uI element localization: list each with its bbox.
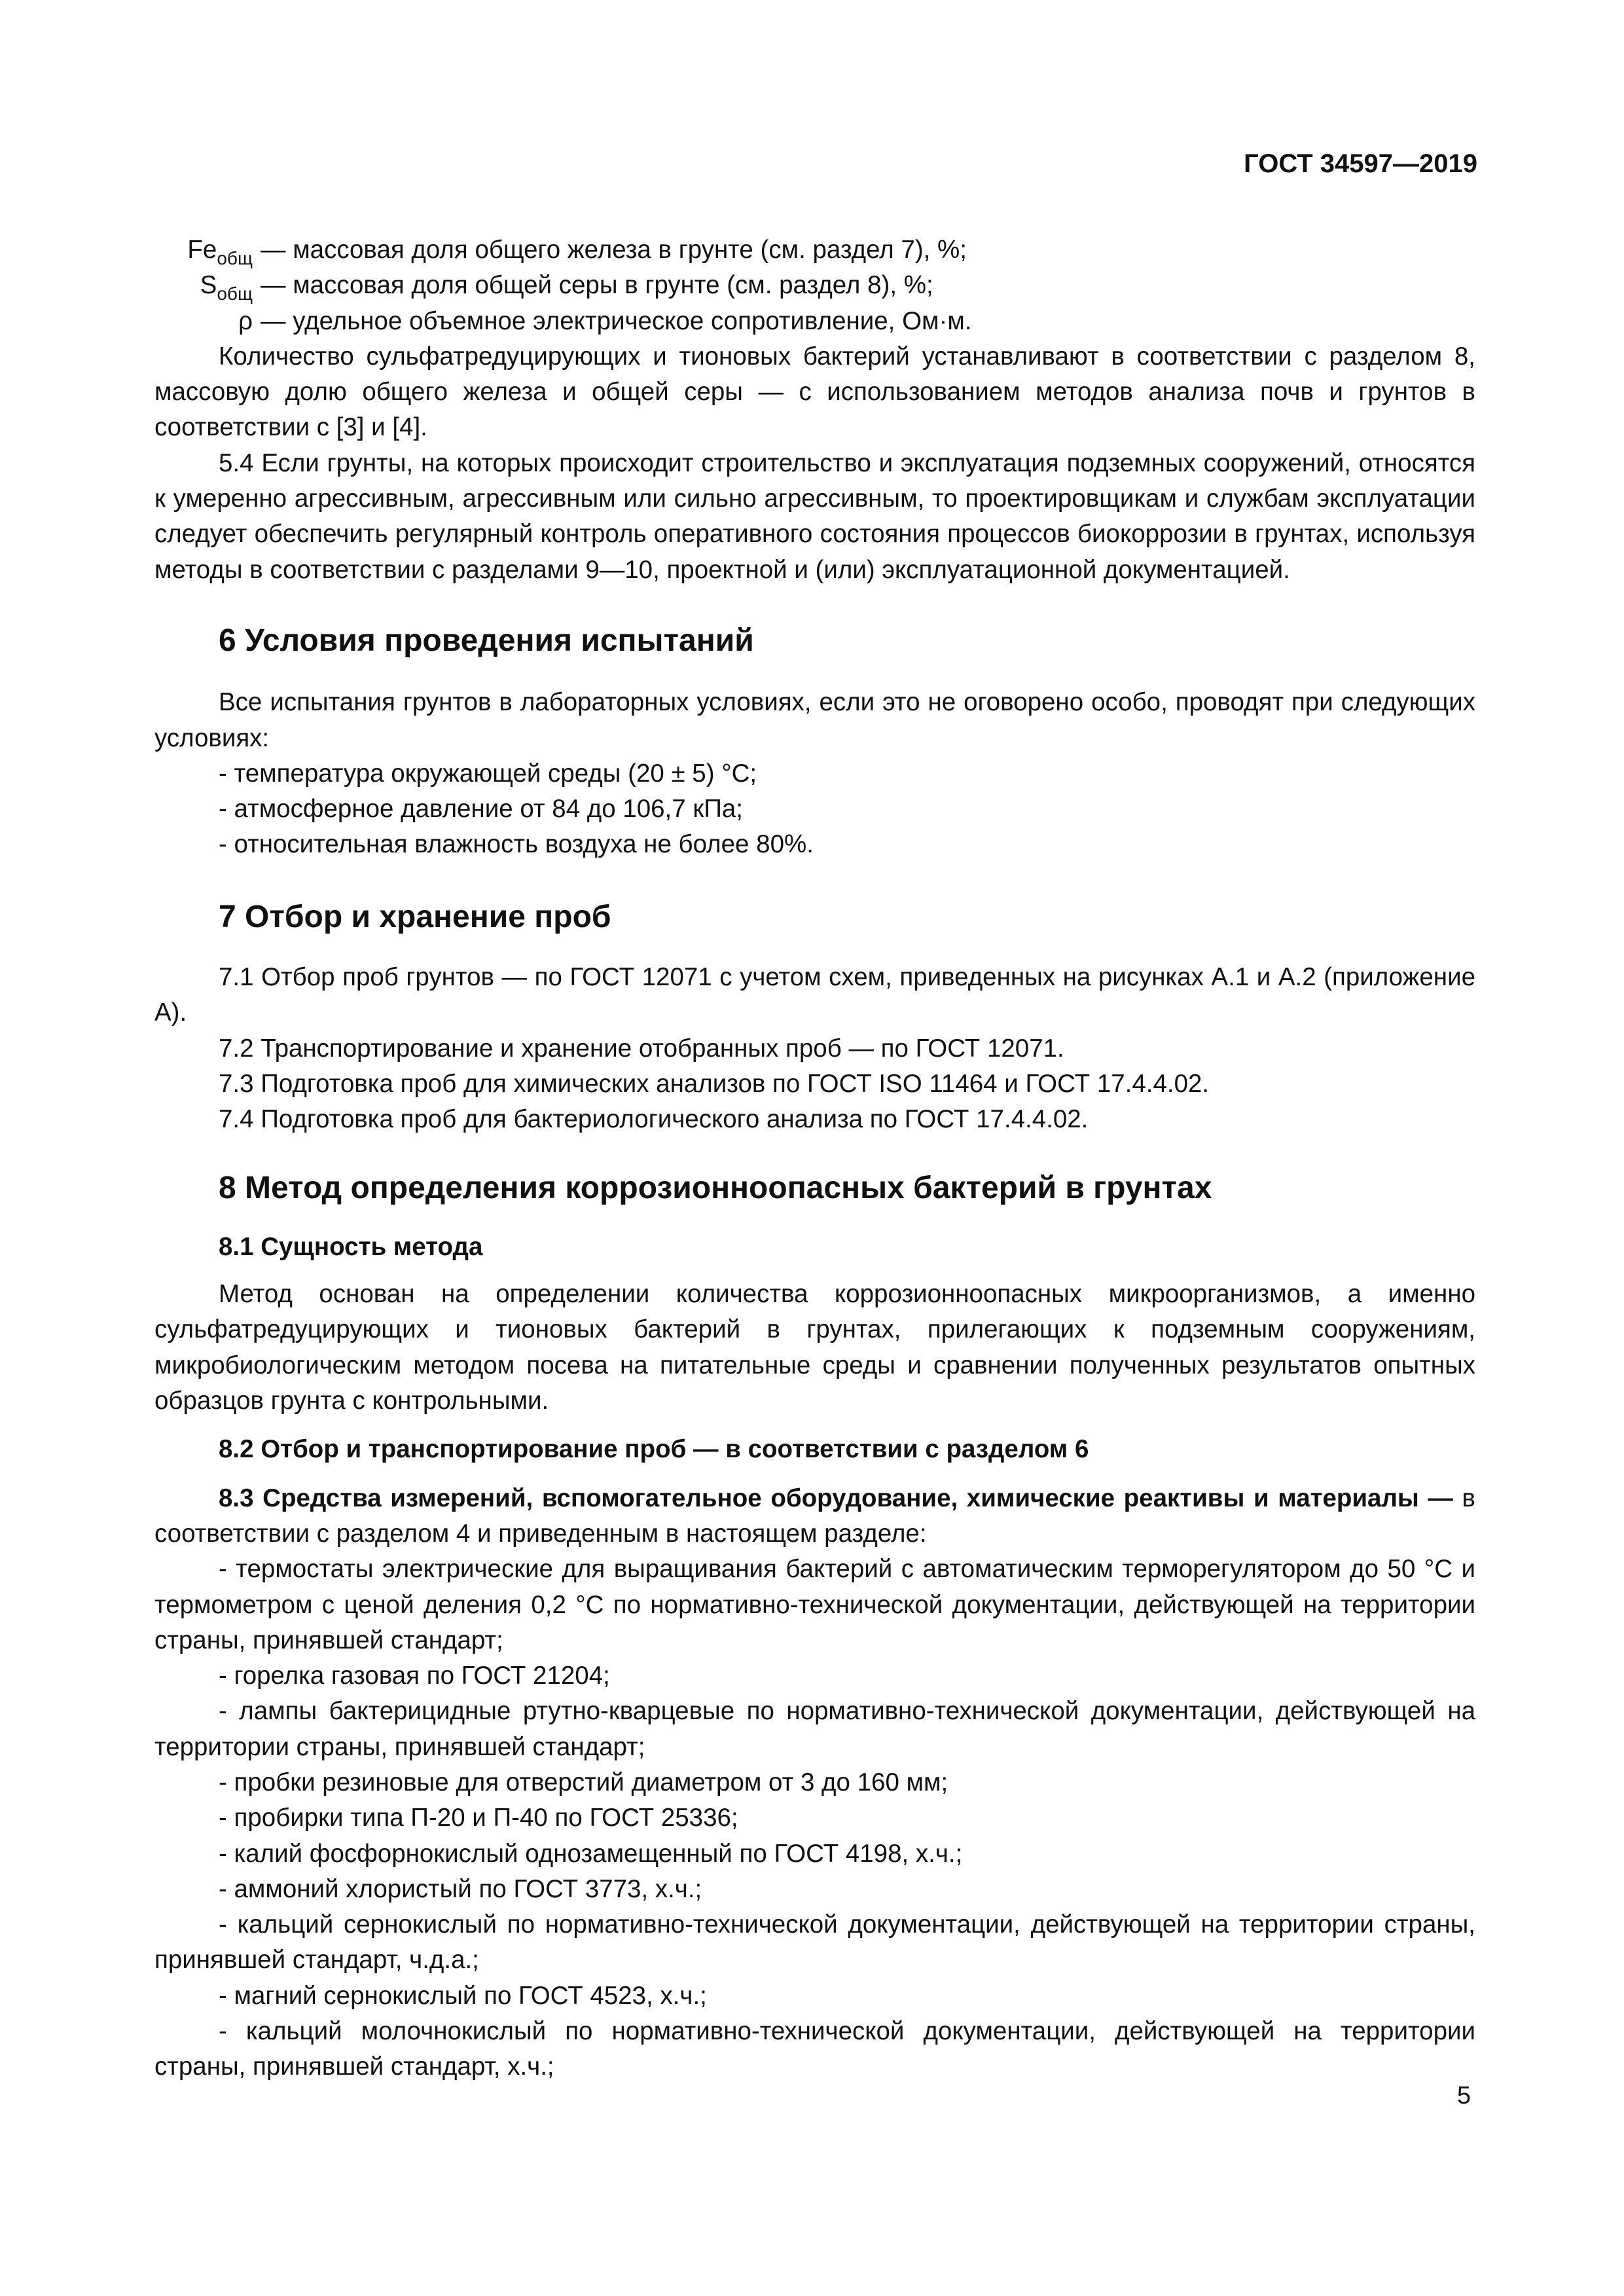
symbol-rho: ρ [238, 306, 253, 335]
list-item: - калий фосфорнокислый однозамещенный по ГОСТ 4198, х.ч.; [219, 1839, 963, 1868]
list-item: - атмосферное давление от 84 до 106,7 кПа; [219, 795, 743, 824]
subsection-8-1-heading: 8.1 Сущность метода [219, 1232, 483, 1261]
list-item: - лампы бактерицидные ртутно-кварцевые по нормативно-технической документации, действующей на территории страны, принявшей стандарт; [154, 1697, 1475, 1761]
list-item: - термостаты электрические для выращивания бактерий с автоматическим терморегулятором до 50 °С и термометром с ценой деления 0,2 °С по нормативно-технической документации, действующей на территории страны, принявшей стандарт; [154, 1555, 1475, 1654]
definition-text: — массовая доля общей серы в грунте (см. раздел 8), %; [261, 271, 933, 300]
list-item: - кальций молочнокислый по нормативно-технической документации, действующей на территории страны, принявшей стандарт, х.ч.; [154, 2017, 1475, 2081]
page-number: 5 [1456, 2082, 1471, 2109]
definition-fe [154, 232, 1475, 268]
paragraph-5-4: 5.4 Если грунты, на которых происходит строительство и эксплуатация подземных сооружений, относятся к умеренно агрессивным, агрессивным или сильно агрессивным, то проектировщикам и службам эксплуатации следует обеспечить регулярный контроль оперативного состояния процессов биокоррозии в грунтах, используя методы в соответствии с разделами 9—10, проектной и (или) эксплуатационной документацией. [154, 448, 1475, 584]
list-item: - относительная влажность воздуха не более 80%. [219, 830, 814, 859]
list-item: - кальций сернокислый по нормативно-технической документации, действующей на территории страны, принявшей стандарт, ч.д.а.; [154, 1910, 1475, 1975]
list-item: - пробки резиновые для отверстий диаметром от 3 до 160 мм; [219, 1768, 948, 1796]
paragraph-7-2: 7.2 Транспортирование и хранение отобранных проб — по ГОСТ 12071. [219, 1034, 1064, 1063]
definition-s [154, 268, 1475, 303]
paragraph-7-4: 7.4 Подготовка проб для бактериологического анализа по ГОСТ 17.4.4.02. [219, 1105, 1089, 1134]
list-item: - горелка газовая по ГОСТ 21204; [219, 1662, 610, 1690]
list-item: - аммоний хлористый по ГОСТ 3773, х.ч.; [219, 1874, 702, 1903]
list-item: - магний сернокислый по ГОСТ 4523, х.ч.; [219, 1981, 707, 2010]
section-7-heading: 7 Отбор и хранение проб [219, 899, 611, 934]
list-item: - пробирки типа П-20 и П-40 по ГОСТ 25336; [219, 1804, 738, 1832]
paragraph-7-3: 7.3 Подготовка проб для химических анализов по ГОСТ ISO 11464 и ГОСТ 17.4.4.02. [219, 1069, 1210, 1098]
symbol-fe: $Fe_{общ}$ [187, 236, 253, 268]
symbol-s: $S_{общ}$ [200, 271, 253, 304]
subsection-8-2-heading: 8.2 Отбор и транспортирование проб — в соответствии с разделом 6 [219, 1435, 1089, 1464]
definition-text: — массовая доля общего железа в грунте (см. раздел 7), %; [261, 236, 967, 264]
definition-text: — удельное объемное электрическое сопротивление, Ом·м. [261, 306, 972, 335]
document-code-header: ГОСТ 34597—2019 [1244, 149, 1477, 178]
section-6-heading: 6 Условия проведения испытаний [219, 623, 754, 658]
subsection-8-3 [154, 1481, 1475, 1552]
subsection-8-3-text: в соответствии с разделом 4 и приведенным в настоящем разделе: [154, 1484, 1476, 1548]
paragraph-7-1: 7.1 Отбор проб грунтов — по ГОСТ 12071 с учетом схем, приведенных на рисунках А.1 и А.2 (приложение А). [154, 963, 1475, 1027]
section-6-intro: Все испытания грунтов в лабораторных условиях, если это не оговорено особо, проводят при следующих условиях: [154, 688, 1475, 752]
subsection-8-3-heading: 8.3 Средства измерений, вспомогательное оборудование, химические реактивы и материалы — [219, 1484, 1453, 1512]
section-8-heading: 8 Метод определения коррозионноопасных бактерий в грунтах [219, 1170, 1212, 1205]
definition-rho [154, 304, 1475, 339]
paragraph-bacteria-count: Количество сульфатредуцирующих и тионовых бактерий устанавливают в соответствии с разделом 8, массовую долю общего железа и общей серы — с использованием методов анализа почв и грунтов в соответствии с [3] и [4]. [154, 342, 1475, 442]
paragraph-8-1: Метод основан на определении количества коррозионноопасных микроорганизмов, а именно сульфатредуцирующих и тионовых бактерий в грунтах, прилегающих к подземным сооружениям, микробиологическим методом посева на питательные среды и сравнении полученных результатов опытных образцов грунта с контрольными. [154, 1280, 1475, 1415]
list-item: - температура окружающей среды (20 ± 5) °С; [219, 759, 757, 788]
document-body [154, 232, 1475, 2085]
